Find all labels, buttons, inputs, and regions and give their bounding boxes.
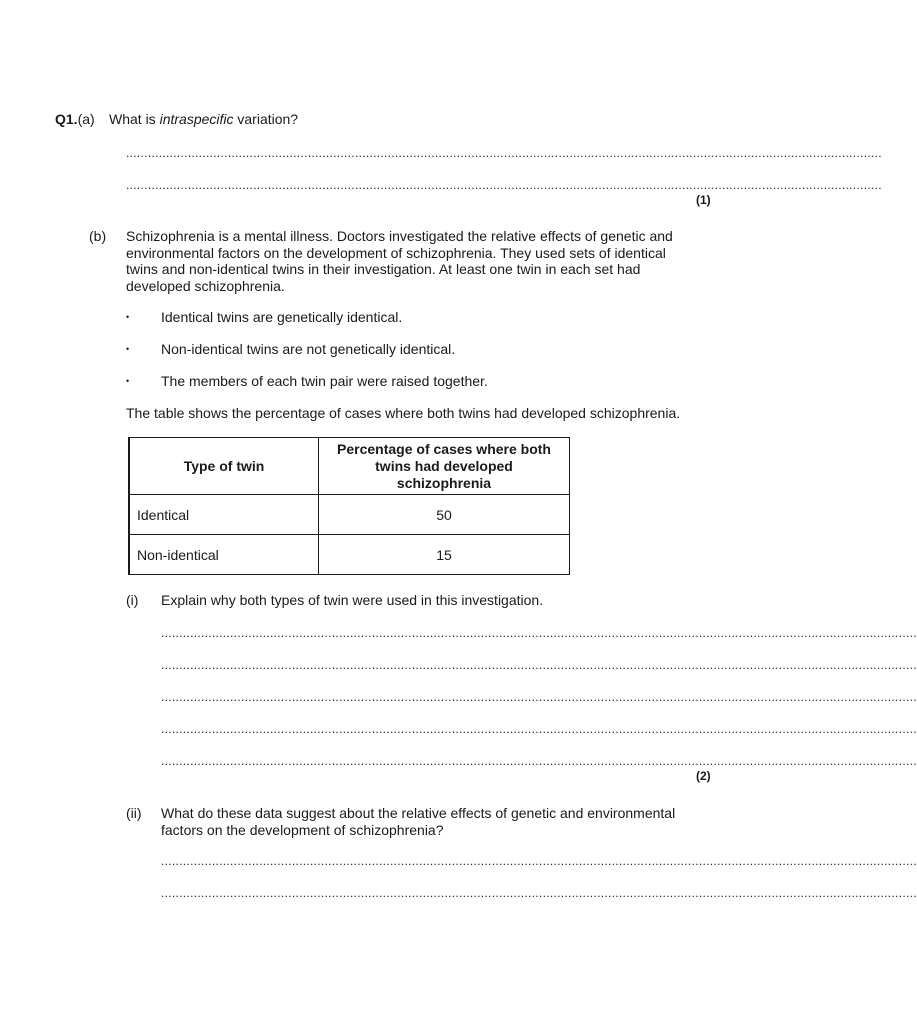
- part-a-question-text: What is: [109, 111, 160, 127]
- answer-line[interactable]: ................................................................................................................................................................................................................: [161, 626, 917, 640]
- table-row: [130, 495, 570, 535]
- table-cell: Non-identical: [130, 535, 319, 575]
- part-a-question-text-end: variation?: [233, 111, 299, 127]
- part-a-question-emphasis: intraspecific: [159, 111, 234, 127]
- answer-line[interactable]: ................................................................................................................................................................................................................: [161, 722, 917, 736]
- table-cell: 15: [319, 535, 570, 575]
- marks-label: (1): [696, 193, 711, 207]
- table-intro: The table shows the percentage of cases where both twins had developed schizophrenia.: [126, 405, 681, 421]
- answer-line[interactable]: ................................................................................................................................................................................................................: [126, 146, 882, 160]
- sub-ii-question: What do these data suggest about the relative effects of genetic and environmental factors on the development of schizophrenia?: [161, 805, 676, 838]
- table-header-cell: Type of twin: [130, 438, 319, 495]
- bullet-item: Identical twins are genetically identical.: [161, 309, 403, 325]
- bullet-icon: •: [126, 376, 130, 386]
- sub-i-question: Explain why both types of twin were used in this investigation.: [161, 592, 544, 608]
- bullet-item: Non-identical twins are not genetically identical.: [161, 341, 456, 357]
- twin-data-table: [128, 437, 570, 575]
- answer-line[interactable]: ................................................................................................................................................................................................................: [161, 886, 917, 900]
- answer-line[interactable]: ................................................................................................................................................................................................................: [126, 178, 882, 192]
- table-cell: Identical: [130, 495, 319, 535]
- sub-i-label: (i): [126, 592, 139, 608]
- answer-line[interactable]: ................................................................................................................................................................................................................: [161, 690, 917, 704]
- table-row: [130, 535, 570, 575]
- question-heading: [55, 111, 95, 127]
- table-cell: 50: [319, 495, 570, 535]
- bullet-item: The members of each twin pair were raised together.: [161, 373, 488, 389]
- answer-line[interactable]: ................................................................................................................................................................................................................: [161, 754, 917, 768]
- bullet-icon: •: [126, 312, 130, 322]
- table-header-row: [130, 438, 570, 495]
- marks-label: (2): [696, 769, 711, 783]
- table-header-cell: Percentage of cases where both twins had developed schizophrenia: [319, 438, 570, 495]
- sub-ii-label: (ii): [126, 805, 142, 821]
- answer-line[interactable]: ................................................................................................................................................................................................................: [161, 854, 917, 868]
- part-b-intro: Schizophrenia is a mental illness. Doctors investigated the relative effects of genetic and environmental factors on the development of schizophrenia. They used sets of identical twins and non-identical twins in their investigation. At least one twin in each set had developed schizophrenia.: [126, 228, 673, 294]
- part-b-label: (b): [89, 228, 107, 244]
- question-number: Q1.: [55, 111, 78, 127]
- answer-line[interactable]: ................................................................................................................................................................................................................: [161, 658, 917, 672]
- part-a-question: [109, 111, 298, 127]
- bullet-icon: •: [126, 344, 130, 354]
- part-a-label: (a): [77, 111, 95, 127]
